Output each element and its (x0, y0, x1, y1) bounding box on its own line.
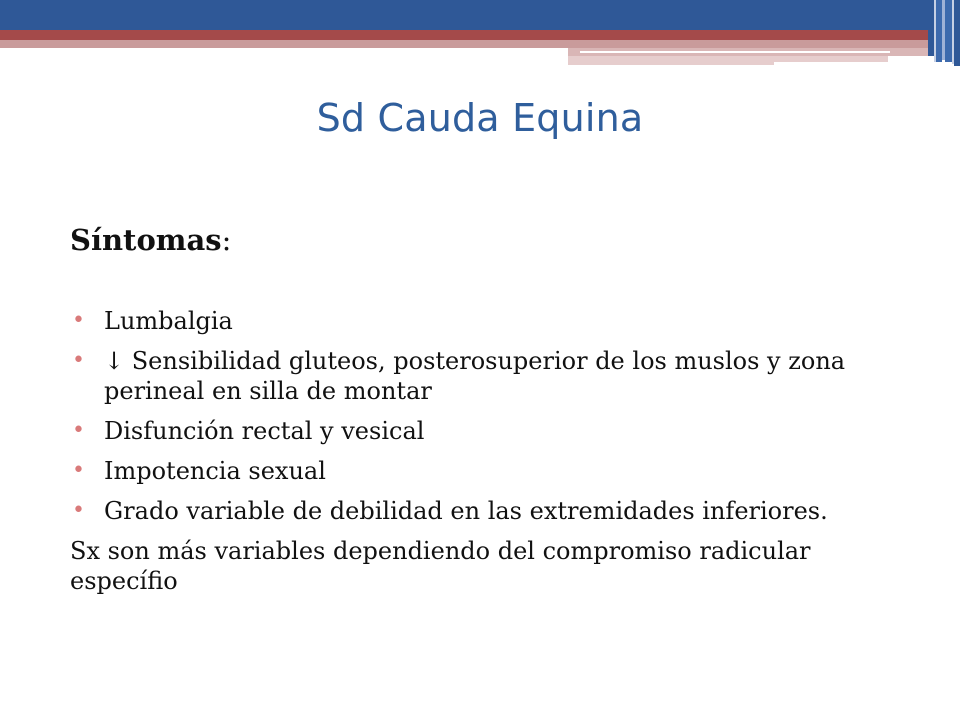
bullet-icon: • (72, 308, 85, 333)
bullet-icon: • (72, 458, 85, 483)
bullet-icon: • (72, 498, 85, 523)
list-item-text: Grado variable de debilidad en las extremidades inferiores. (104, 497, 828, 525)
list-item (70, 416, 900, 446)
header-band-accent-short (568, 62, 774, 65)
list-item (70, 496, 900, 526)
slide-body (70, 220, 900, 596)
list-item (70, 306, 900, 336)
list-item-text: Impotencia sexual (104, 457, 326, 485)
slide-title: Sd Cauda Equina (316, 96, 644, 140)
header-band-highlight (580, 51, 890, 53)
header-band-pink (0, 40, 928, 48)
section-heading-colon: : (221, 223, 232, 257)
list-item (70, 346, 900, 406)
bullet-icon: • (72, 348, 85, 373)
list-item (70, 456, 900, 486)
summary-note: Sx son más variables dependiendo del compromiso radicular específio (70, 537, 811, 595)
corner-stripe (954, 0, 960, 66)
header-band-red (0, 30, 928, 40)
bullet-icon: • (72, 418, 85, 443)
list-item-text: ↓ Sensibilidad gluteos, posterosuperior de los muslos y zona perineal en silla de montar (104, 347, 846, 405)
section-heading (70, 220, 900, 260)
list-item-text: Lumbalgia (104, 307, 233, 335)
symptom-list (70, 306, 900, 526)
section-heading-label: Síntomas (70, 223, 222, 257)
corner-stripe (945, 0, 952, 62)
list-item-text: Disfunción rectal y vesical (104, 417, 425, 445)
header-band-blue (0, 0, 928, 30)
